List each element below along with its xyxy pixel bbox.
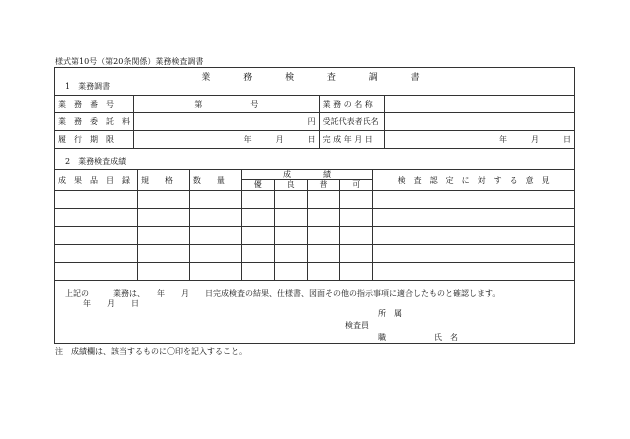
grade-cell[interactable] (274, 263, 307, 281)
item-cell[interactable] (55, 263, 138, 281)
grade-excellent: 優 (241, 180, 274, 191)
fee-field[interactable]: 円 (134, 113, 320, 131)
title-name-label: 職 氏 名 (378, 333, 458, 342)
grade-cell[interactable] (307, 263, 340, 281)
work-number-field[interactable]: 第 号 (134, 96, 320, 113)
completion-field[interactable]: 年 月 日 (384, 131, 574, 149)
inspector-label: 検査員 (345, 321, 369, 330)
spec-header: 規 格 (137, 170, 189, 191)
grade-cell[interactable] (274, 191, 307, 209)
grade-header: 成 績 (241, 170, 373, 180)
grade-cell[interactable] (307, 191, 340, 209)
affiliation-label: 所 属 (378, 309, 402, 318)
qty-cell[interactable] (189, 209, 241, 227)
qty-cell[interactable] (189, 191, 241, 209)
item-cell[interactable] (55, 191, 138, 209)
table-row (55, 227, 575, 245)
section2-heading: 2 業務検査成績 (65, 157, 127, 166)
form-label: 様式第10号（第20条関係）業務検査調書 (55, 57, 204, 66)
items-header: 成 果 品 目 録 (55, 170, 138, 191)
grade-cell[interactable] (274, 227, 307, 245)
page-title: 業 務 検 査 調 書 (201, 73, 428, 83)
grade-cell[interactable] (307, 209, 340, 227)
qty-header: 数 量 (189, 170, 241, 191)
grade-cell[interactable] (340, 263, 373, 281)
contractor-label: 受託代表者氏名 (319, 113, 384, 131)
contractor-field[interactable] (384, 113, 574, 131)
opinion-cell[interactable] (373, 209, 575, 227)
grade-cell[interactable] (241, 227, 274, 245)
opinion-cell[interactable] (373, 191, 575, 209)
table-row (55, 113, 575, 131)
item-cell[interactable] (55, 209, 138, 227)
footnote: 注 成績欄は、該当するものに〇印を記入すること。 (55, 347, 247, 356)
deadline-label: 履 行 期 限 (55, 131, 134, 149)
table-row (55, 263, 575, 281)
table-header-row (55, 170, 575, 180)
grade-cell[interactable] (274, 209, 307, 227)
spec-cell[interactable] (137, 209, 189, 227)
grade-cell[interactable] (340, 191, 373, 209)
item-cell[interactable] (55, 227, 138, 245)
opinion-cell[interactable] (373, 245, 575, 263)
grade-cell[interactable] (241, 209, 274, 227)
opinion-header: 検 査 認 定 に 対 す る 意 見 (373, 170, 575, 191)
grade-cell[interactable] (274, 245, 307, 263)
grade-cell[interactable] (241, 263, 274, 281)
work-name-label: 業 務 の 名 称 (319, 96, 384, 113)
table-row (55, 96, 575, 113)
spec-cell[interactable] (137, 245, 189, 263)
spec-cell[interactable] (137, 191, 189, 209)
work-number-label: 業 務 番 号 (55, 96, 134, 113)
spec-cell[interactable] (137, 263, 189, 281)
grade-cell[interactable] (340, 227, 373, 245)
grade-fair: 普 (307, 180, 340, 191)
certification-statement: 上記の 業務は、 年 月 日完成検査の結果、仕様書、図面その他の指示事項に適合したものと確認します。 (65, 289, 501, 298)
results-table (54, 169, 575, 281)
grade-cell[interactable] (307, 245, 340, 263)
section1-heading: 1 業務調書 (65, 82, 111, 91)
inspection-form (54, 67, 575, 344)
fee-label: 業 務 委 託 料 (55, 113, 134, 131)
grade-cell[interactable] (340, 209, 373, 227)
grade-cell[interactable] (340, 245, 373, 263)
grade-cell[interactable] (307, 227, 340, 245)
qty-cell[interactable] (189, 245, 241, 263)
deadline-field[interactable]: 年 月 日 (134, 131, 320, 149)
qty-cell[interactable] (189, 263, 241, 281)
item-cell[interactable] (55, 245, 138, 263)
certification-date[interactable]: 年 月 日 (83, 299, 139, 308)
qty-cell[interactable] (189, 227, 241, 245)
work-info-table (54, 95, 575, 149)
table-row (55, 191, 575, 209)
grade-cell[interactable] (241, 245, 274, 263)
table-row (55, 131, 575, 149)
spec-cell[interactable] (137, 227, 189, 245)
table-row (55, 245, 575, 263)
grade-good: 良 (274, 180, 307, 191)
grade-pass: 可 (340, 180, 373, 191)
work-name-field[interactable] (384, 96, 574, 113)
opinion-cell[interactable] (373, 227, 575, 245)
completion-label: 完 成 年 月 日 (319, 131, 384, 149)
grade-cell[interactable] (241, 191, 274, 209)
table-row (55, 209, 575, 227)
opinion-cell[interactable] (373, 263, 575, 281)
